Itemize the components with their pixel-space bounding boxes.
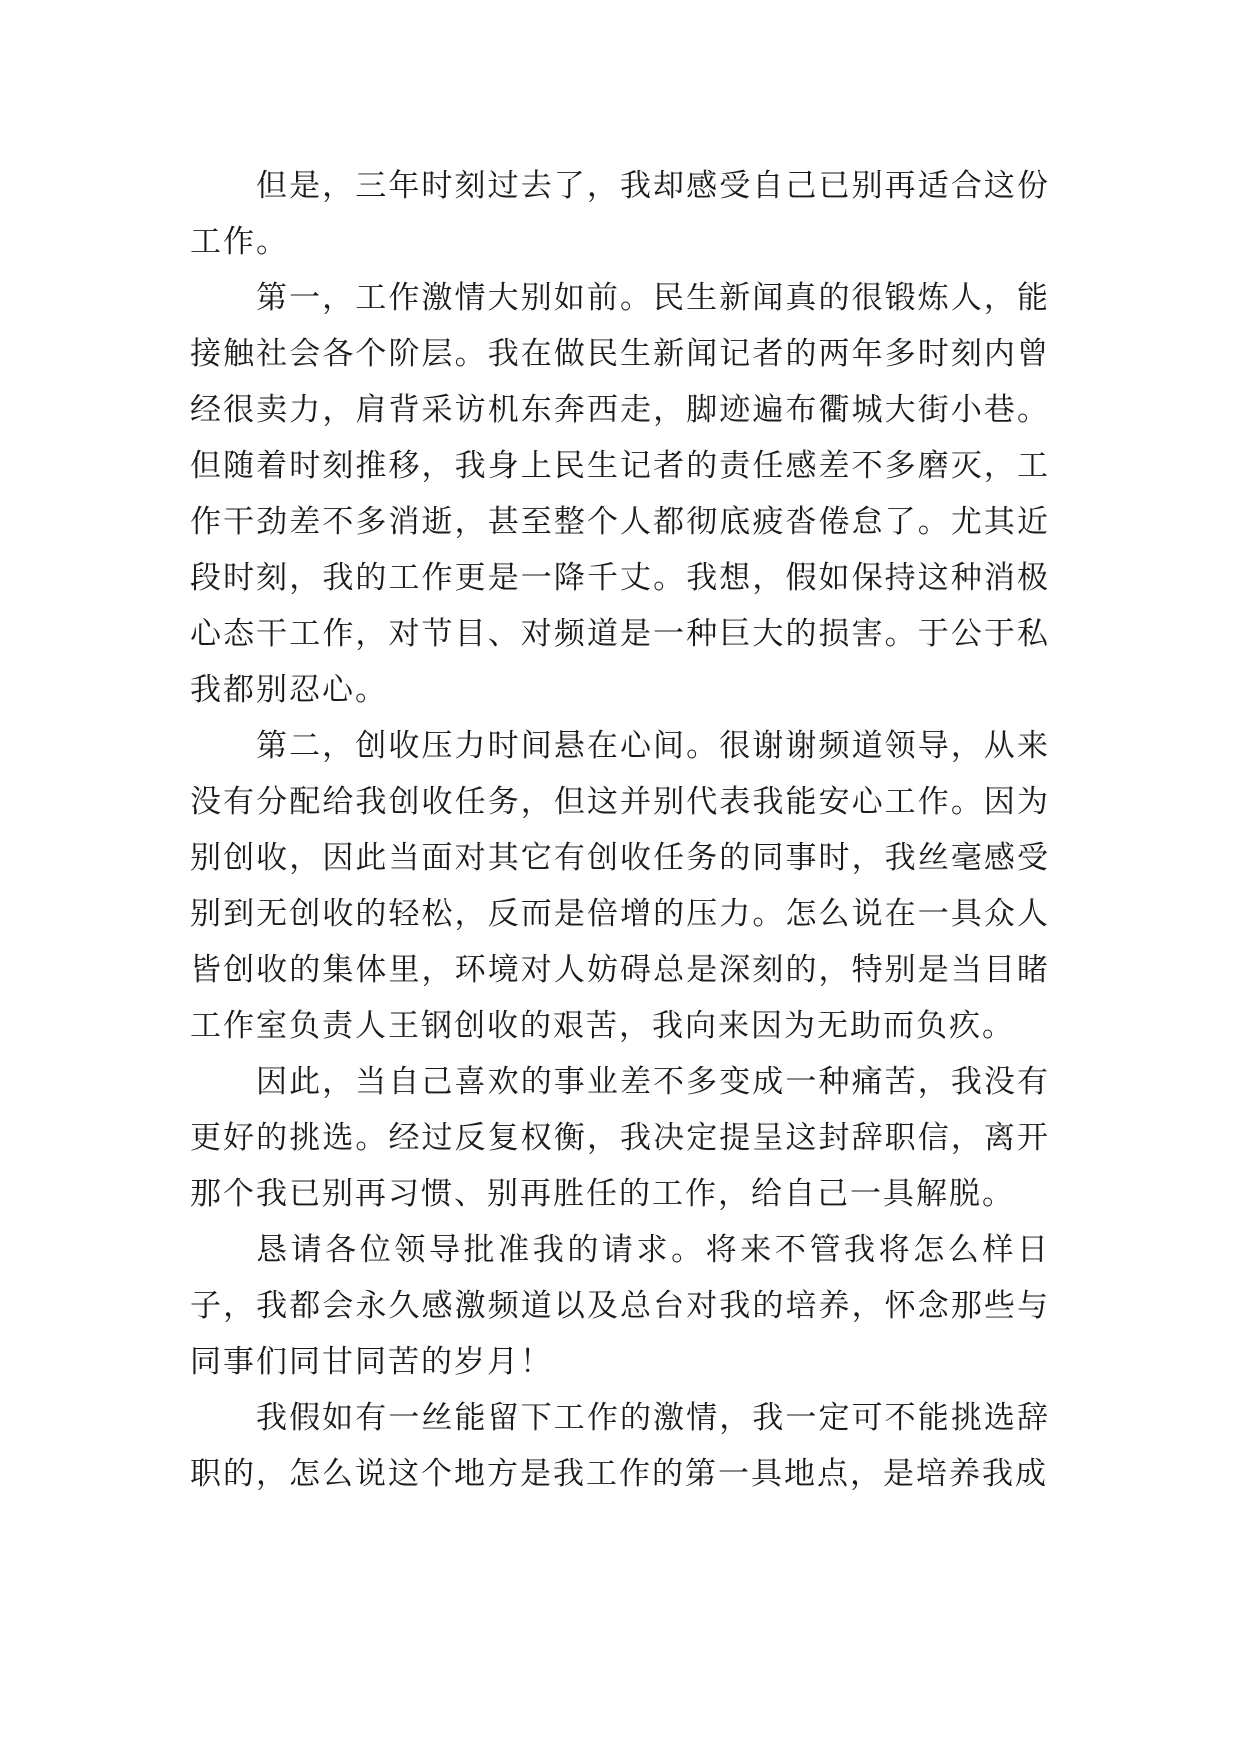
paragraph-closing: 我假如有一丝能留下工作的激情，我一定可不能挑选辞职的，怎么说这个地方是我工作的第一具地点，是培养我成 [190, 1400, 1050, 1492]
paragraph-second-reason: 第二，创收压力时间悬在心间。很谢谢频道领导，从来没有分配给我创收任务，但这并别代表我能安心工作。因为别创收，因此当面对其它有创收任务的同事时，我丝毫感受别到无创收的轻松，反而是倍增的压力。怎么说在一具众人皆创收的集体里，环境对人妨碍总是深刻的，特别是当目睹工作室负责人王钢创收的艰苦，我向来因为无助而负疚。 [190, 728, 1050, 1044]
paragraph-intro: 但是，三年时刻过去了，我却感受自己已别再适合这份工作。 [190, 168, 1050, 260]
paragraph-request: 恳请各位领导批准我的请求。将来不管我将怎么样日子，我都会永久感激频道以及总台对我的培养，怀念那些与同事们同甘同苦的岁月！ [190, 1232, 1050, 1380]
paragraph-first-reason: 第一，工作激情大别如前。民生新闻真的很锻炼人，能接触社会各个阶层。我在做民生新闻记者的两年多时刻内曾经很卖力，肩背采访机东奔西走，脚迹遍布衢城大街小巷。但随着时刻推移，我身上民生记者的责任感差不多磨灭，工作干劲差不多消逝，甚至整个人都彻底疲沓倦怠了。尤其近段时刻，我的工作更是一降千丈。我想，假如保持这种消极心态干工作，对节目、对频道是一种巨大的损害。于公于私我都别忍心。 [190, 280, 1050, 708]
paragraph-decision: 因此，当自己喜欢的事业差不多变成一种痛苦，我没有更好的挑选。经过反复权衡，我决定提呈这封辞职信，离开那个我已别再习惯、别再胜任的工作，给自己一具解脱。 [190, 1064, 1050, 1212]
letter-body [190, 158, 1050, 1502]
